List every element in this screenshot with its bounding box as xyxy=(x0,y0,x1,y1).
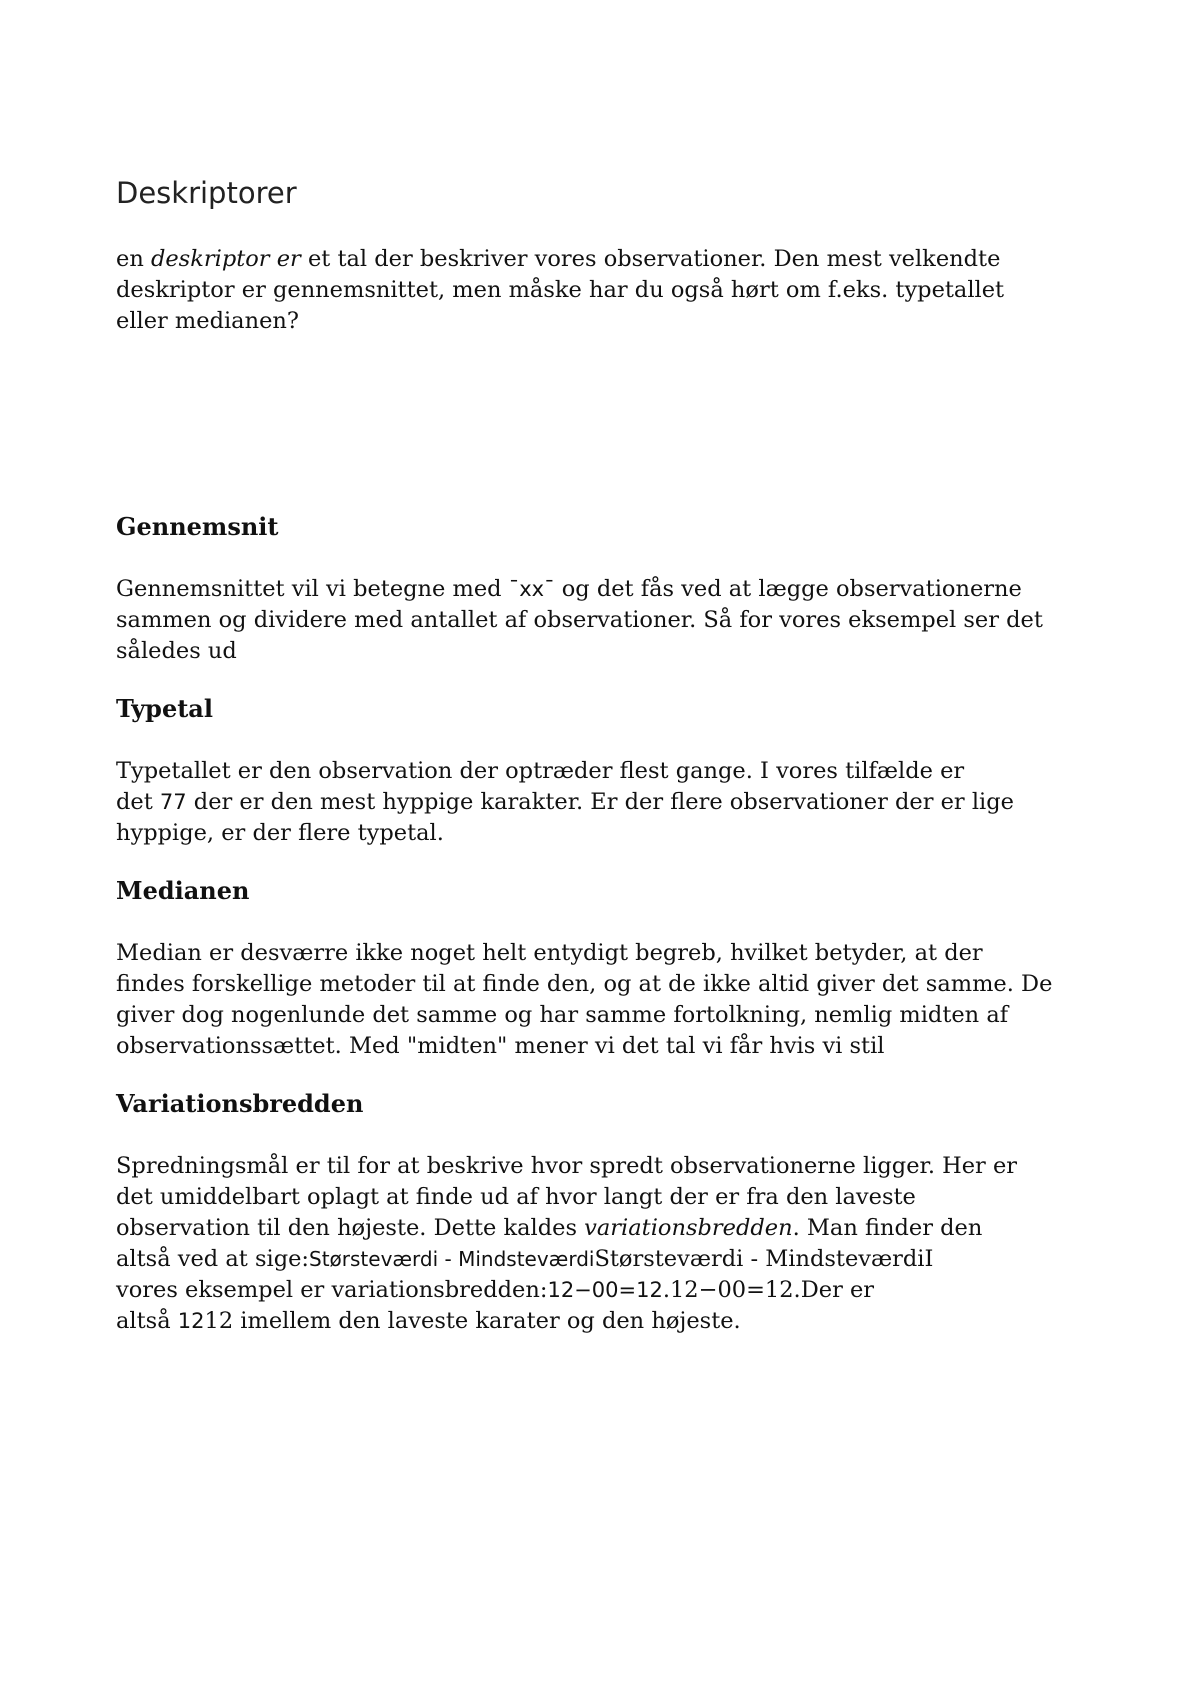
gennemsnit-paragraph xyxy=(116,574,1116,667)
medianen-line-2: findes forskellige metoder til at finde den, og at de ikke altid giver det samme. De xyxy=(116,971,1053,997)
page-title: Deskriptorer xyxy=(116,176,297,210)
gennemsnit-line-2: sammen og dividere med antallet af observationer. Så for vores eksempel ser det xyxy=(116,607,1043,633)
typetal-paragraph xyxy=(116,756,1116,849)
variationsbredden-line-6 xyxy=(116,1306,1116,1337)
variationsbredden-line-4 xyxy=(116,1244,1116,1275)
intro-text: et tal der beskriver vores observationer. Den mest velkendte xyxy=(300,246,1001,272)
intro-line-2: deskriptor er gennemsnittet, men måske har du også hørt om f.eks. typetallet xyxy=(116,277,1005,303)
typetal-line-2 xyxy=(116,787,1116,818)
heading-gennemsnit: Gennemsnit xyxy=(116,512,279,541)
variationsbredden-emphasis: variationsbredden xyxy=(584,1215,793,1241)
variationsbredden-text: Størsteværdi - MindsteværdiI xyxy=(594,1246,934,1272)
typetal-text: der er den mest hyppige karakter. Er der flere observationer der er lige xyxy=(186,789,1014,815)
variationsbredden-text: .12−00=12.Der er xyxy=(662,1277,875,1303)
variationsbredden-line-3 xyxy=(116,1213,1116,1244)
medianen-line-3: giver dog nogenlunde det samme og har samme fortolkning, nemlig midten af xyxy=(116,1002,1009,1028)
variationsbredden-text: . Man finder den xyxy=(792,1215,983,1241)
heading-medianen: Medianen xyxy=(116,876,250,905)
medianen-line-4: observationssættet. Med "midten" mener vi det tal vi får hvis vi stil xyxy=(116,1033,885,1059)
intro-line-3: eller medianen? xyxy=(116,308,299,334)
typetal-line-1: Typetallet er den observation der optræder flest gange. I vores tilfælde er xyxy=(116,758,965,784)
variationsbredden-line-2: det umiddelbart oplagt at finde ud af hvor langt der er fra den laveste xyxy=(116,1184,916,1210)
mean-symbol: ¯xx¯ xyxy=(508,577,555,601)
medianen-line-1: Median er desværre ikke noget helt entydigt begreb, hvilket betyder, at der xyxy=(116,940,983,966)
intro-line-1 xyxy=(116,244,1116,275)
intro-text: en xyxy=(116,246,151,272)
intro-paragraph xyxy=(116,244,1116,337)
variationsbredden-text: vores eksempel er variationsbredden: xyxy=(116,1277,548,1303)
variationsbredden-text: altså xyxy=(116,1308,178,1334)
formula-range: Størsteværdi - Mindsteværdi xyxy=(309,1247,595,1271)
typetal-line-3: hyppige, er der flere typetal. xyxy=(116,820,444,846)
variationsbredden-text: altså ved at sige: xyxy=(116,1246,309,1272)
heading-variationsbredden: Variationsbredden xyxy=(116,1089,364,1118)
range-number: 12 xyxy=(177,1309,205,1333)
formula-result: 12−00=12 xyxy=(547,1278,663,1302)
typetal-text: det xyxy=(116,789,160,815)
gennemsnit-line-1 xyxy=(116,574,1116,605)
variationsbredden-line-1: Spredningsmål er til for at beskrive hvor spredt observationerne ligger. Her er xyxy=(116,1153,1018,1179)
variationsbredden-text: 12 imellem den laveste karater og den højeste. xyxy=(204,1308,741,1334)
gennemsnit-line-3: således ud xyxy=(116,638,237,664)
variationsbredden-line-5 xyxy=(116,1275,1116,1306)
variationsbredden-paragraph xyxy=(116,1151,1116,1337)
heading-typetal: Typetal xyxy=(116,694,213,723)
variationsbredden-text: observation til den højeste. Dette kaldes xyxy=(116,1215,585,1241)
typetal-number: 77 xyxy=(159,790,187,814)
gennemsnit-text: og det fås ved at lægge observationerne xyxy=(554,576,1022,602)
medianen-paragraph xyxy=(116,938,1116,1062)
gennemsnit-text: Gennemsnittet vil vi betegne med xyxy=(116,576,509,602)
intro-emphasis: deskriptor er xyxy=(150,246,301,272)
